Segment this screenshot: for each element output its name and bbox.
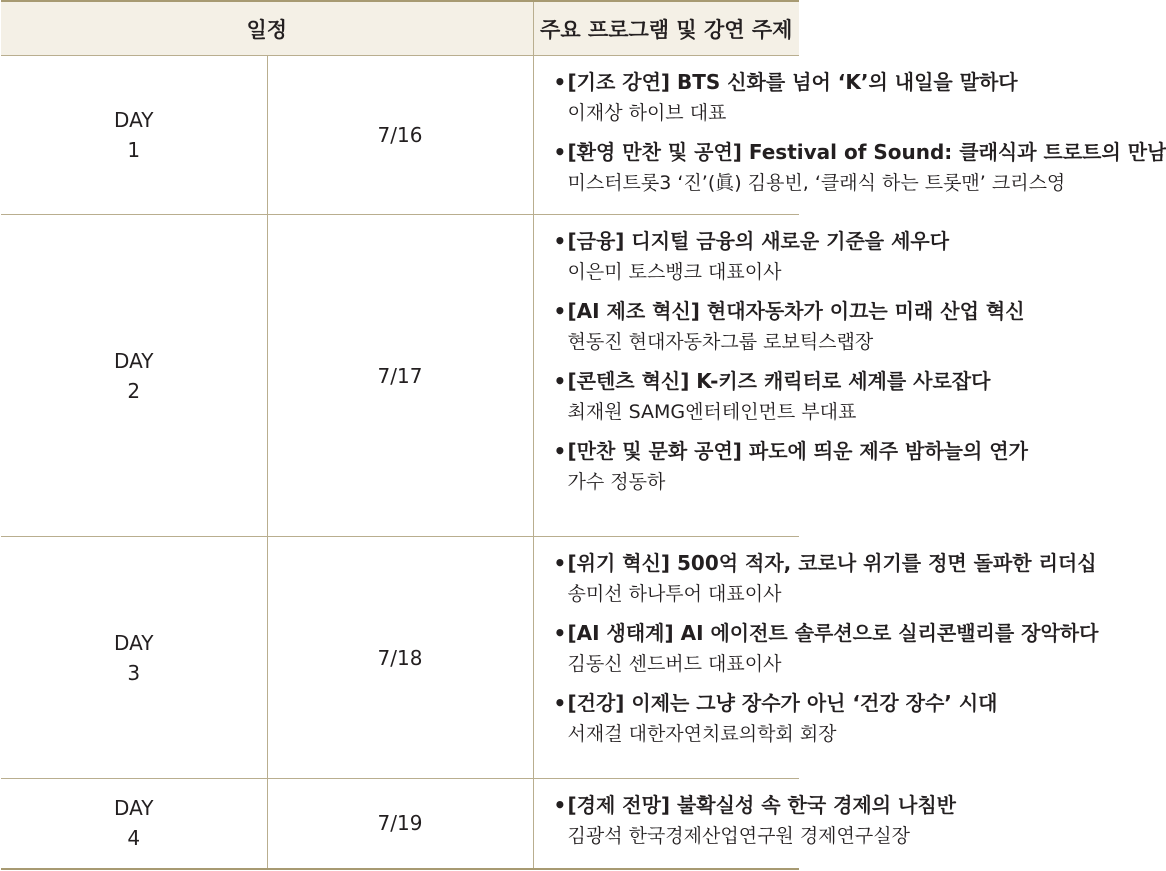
day-text: DAY	[114, 630, 154, 655]
program-speaker: 현동진 현대자동차그룹 로보틱스랩장	[567, 331, 874, 353]
program-title: [기조 강연] BTS 신화를 넘어 ‘K’의 내일을 말하다	[567, 70, 1018, 94]
program-title: [건강] 이제는 그냥 장수가 아닌 ‘건강 장수’ 시대	[567, 691, 998, 715]
program-speaker: 최재원 SAMG엔터테인먼트 부대표	[567, 401, 857, 423]
day-number: 4	[127, 826, 141, 851]
program-speaker: 김광석 한국경제산업연구원 경제연구실장	[567, 825, 910, 847]
program-title: [환영 만찬 및 공연] Festival of Sound: 클래식과 트로트의 만남	[567, 140, 1166, 164]
program-speaker: 송미선 하나투어 대표이사	[567, 583, 782, 605]
bullet: •	[553, 691, 567, 715]
day-row-2	[1, 215, 799, 537]
bullet: •	[553, 793, 567, 817]
bullet: •	[553, 299, 567, 323]
program-item	[553, 789, 956, 851]
bullet: •	[553, 229, 567, 253]
program-item	[553, 136, 1166, 198]
day-text: DAY	[114, 348, 154, 373]
program-item	[553, 687, 998, 749]
day-label	[1, 779, 267, 869]
program-title: [금융] 디지털 금융의 새로운 기준을 세우다	[567, 229, 950, 253]
program-speaker: 김동신 센드버드 대표이사	[567, 653, 782, 675]
bullet: •	[553, 439, 567, 463]
day-label	[1, 215, 267, 537]
bullet: •	[553, 140, 567, 164]
header-programs: 주요 프로그램 및 강연 주제	[533, 1, 799, 56]
program-title: [AI 제조 혁신] 현대자동차가 이끄는 미래 산업 혁신	[567, 299, 1025, 323]
date-cell: 7/17	[267, 215, 533, 537]
program-speaker: 이은미 토스뱅크 대표이사	[567, 261, 782, 283]
program-item	[553, 295, 1025, 357]
bullet: •	[553, 621, 567, 645]
day-row-4	[1, 779, 799, 869]
program-title: [경제 전망] 불확실성 속 한국 경제의 나침반	[567, 793, 956, 817]
program-title: [콘텐츠 혁신] K-키즈 캐릭터로 세계를 사로잡다	[567, 369, 991, 393]
program-list	[533, 779, 956, 869]
program-speaker: 미스터트롯3 ‘진’(眞) 김용빈, ‘클래식 하는 트롯맨’ 크리스영	[567, 172, 1066, 194]
day-text: DAY	[114, 108, 154, 132]
program-item	[553, 66, 1018, 128]
bullet: •	[553, 369, 567, 393]
day-label	[1, 56, 267, 215]
day-row-3	[1, 537, 799, 779]
day-number: 3	[127, 660, 141, 685]
day-label	[1, 537, 267, 779]
bullet: •	[553, 70, 567, 94]
date-cell: 7/16	[267, 56, 533, 215]
date-cell: 7/18	[267, 537, 533, 779]
program-title: [위기 혁신] 500억 적자, 코로나 위기를 정면 돌파한 리더십	[567, 551, 1097, 575]
header-row	[1, 1, 799, 56]
program-list	[533, 537, 1099, 779]
program-item	[553, 225, 950, 287]
program-item	[553, 365, 991, 427]
program-title: [AI 생태계] AI 에이전트 솔루션으로 실리콘밸리를 장악하다	[567, 621, 1099, 645]
program-item	[553, 547, 1097, 609]
day-text: DAY	[114, 796, 154, 821]
day-number: 1	[127, 138, 141, 162]
program-item	[553, 617, 1099, 679]
day-number: 2	[127, 378, 141, 403]
bullet: •	[553, 551, 567, 575]
program-speaker: 가수 정동하	[567, 471, 666, 493]
program-speaker: 이재상 하이브 대표	[567, 102, 727, 124]
program-title: [만찬 및 문화 공연] 파도에 띄운 제주 밤하늘의 연가	[567, 439, 1028, 463]
date-cell: 7/19	[267, 779, 533, 869]
program-list	[533, 215, 1028, 537]
header-schedule: 일정	[1, 1, 533, 56]
day-row-1	[1, 56, 799, 215]
program-list	[533, 56, 1166, 215]
program-speaker: 서재걸 대한자연치료의학회 회장	[567, 723, 837, 745]
schedule-table	[1, 0, 1166, 870]
program-item	[553, 435, 1028, 497]
